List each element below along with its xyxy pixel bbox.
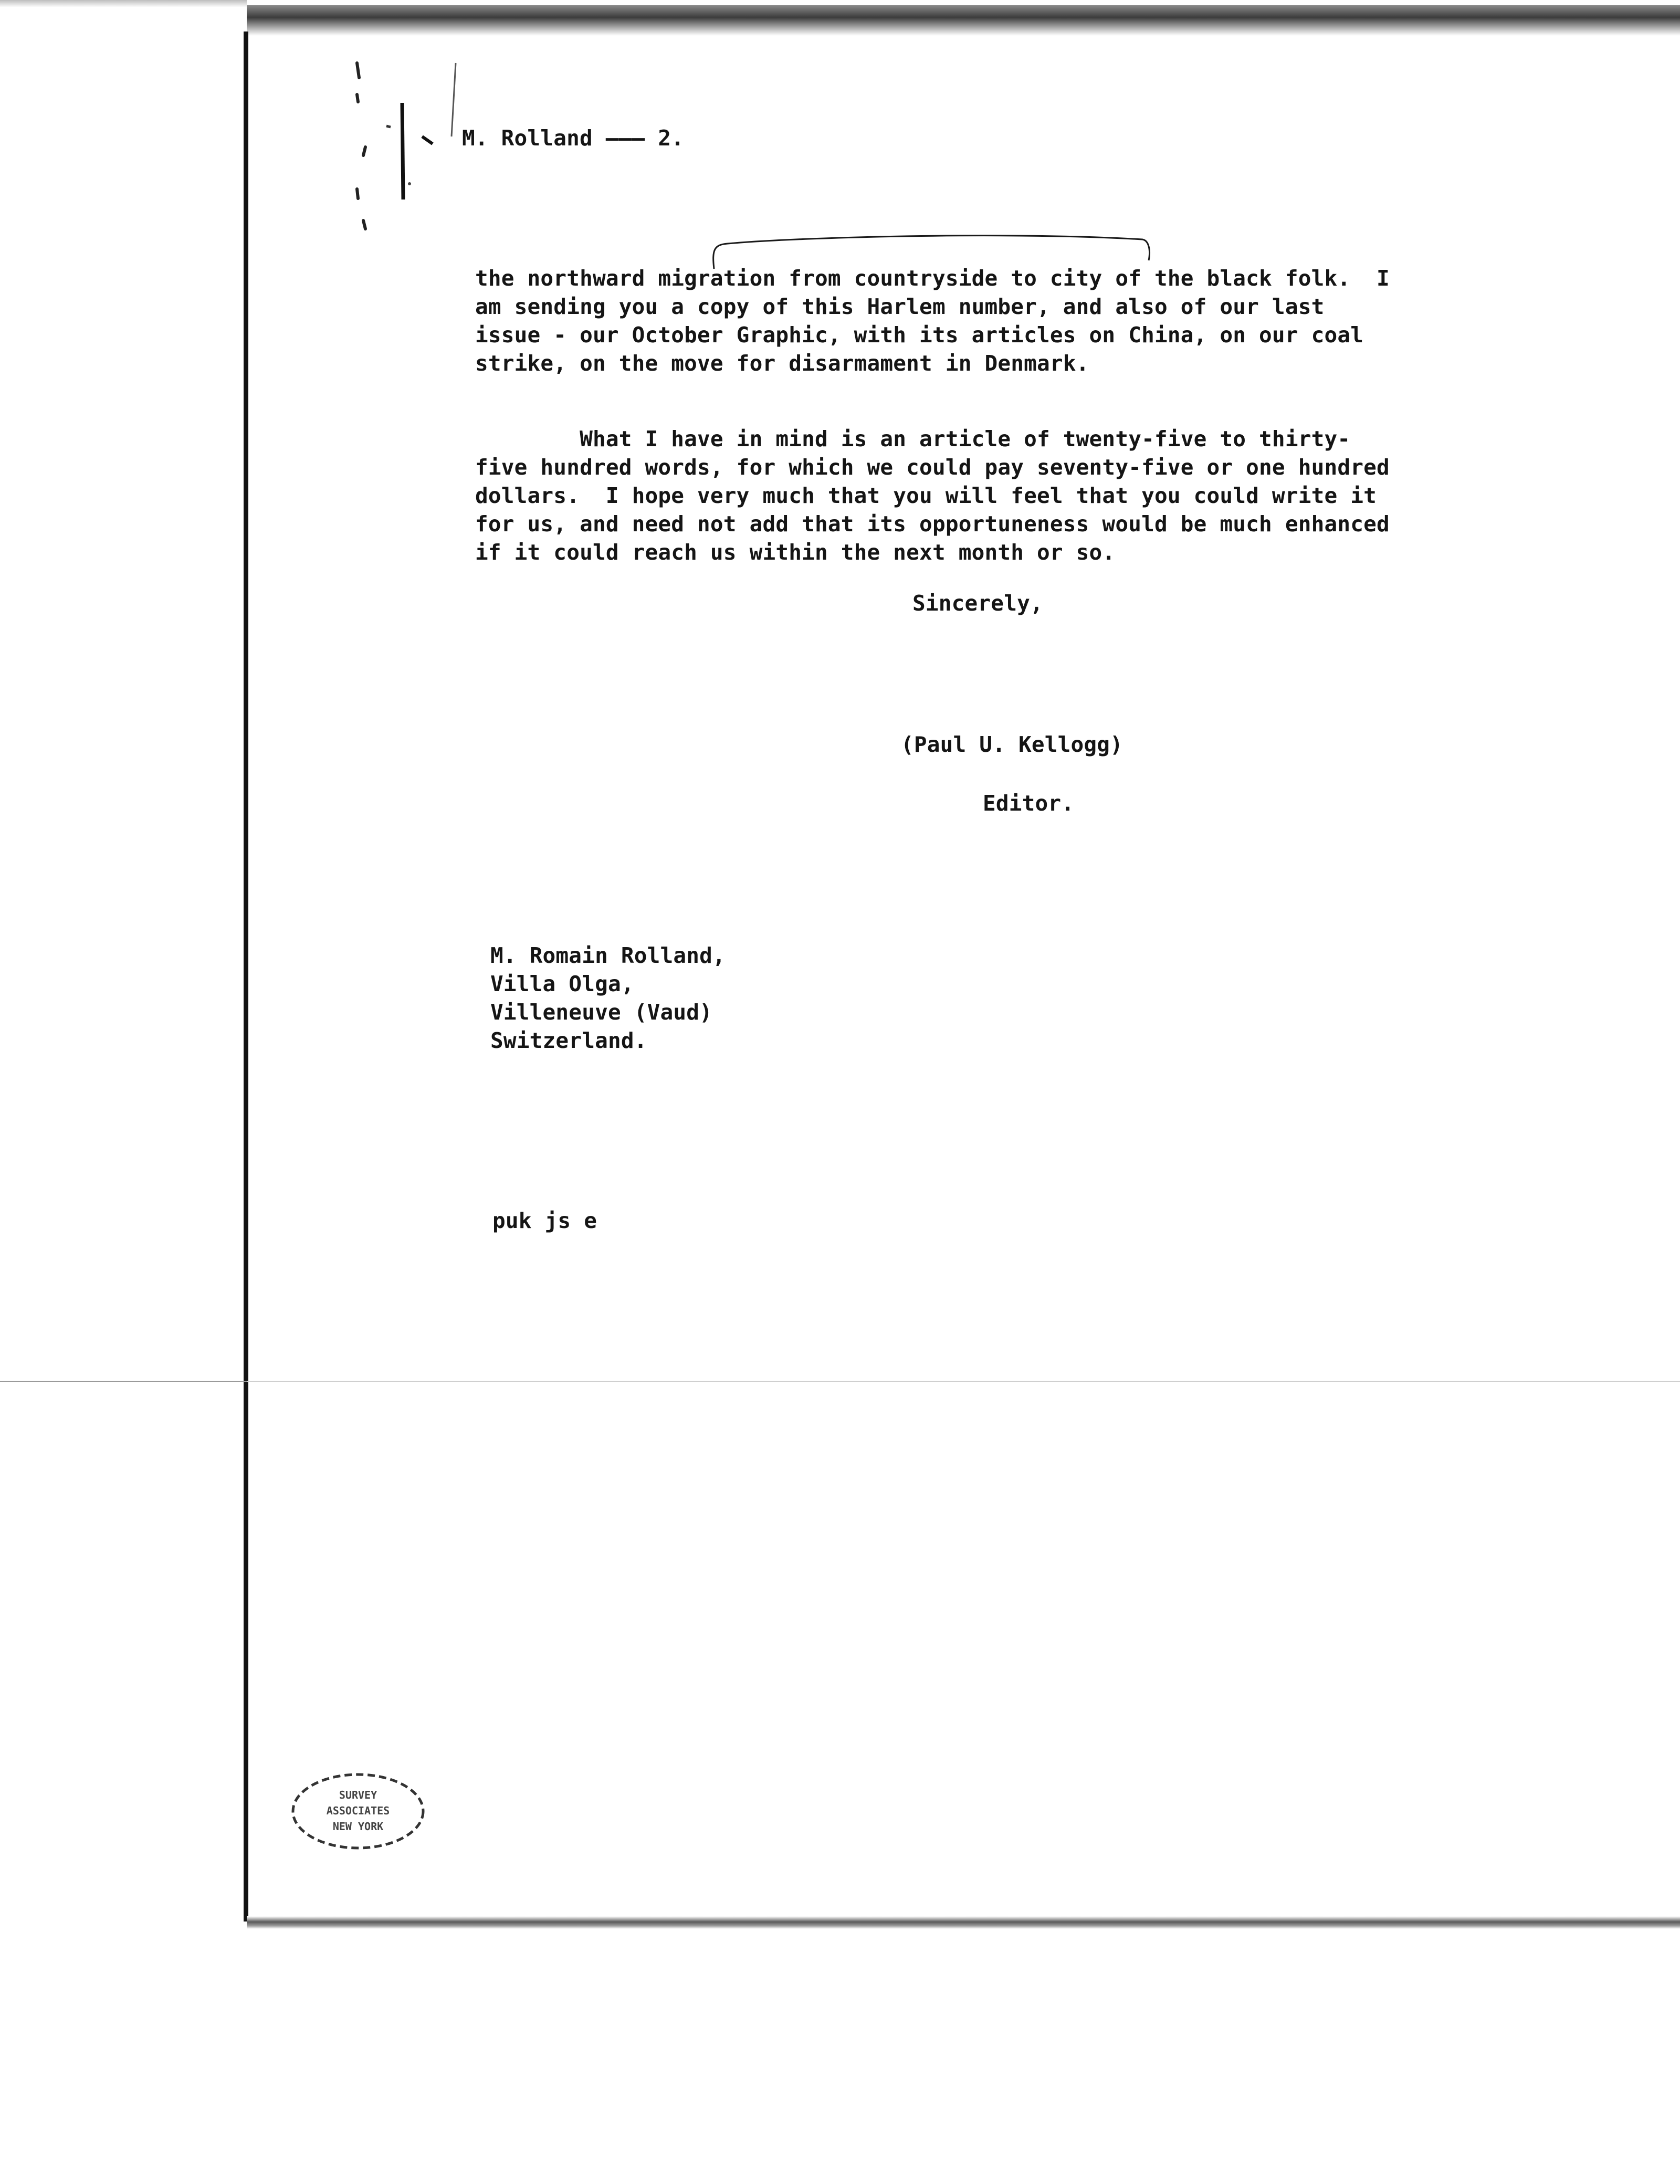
page-header: M. Rolland ——— 2. (462, 125, 685, 151)
address-line-3: Villeneuve (Vaud) (490, 1000, 713, 1025)
scan-edge-bottom (247, 1916, 1680, 1929)
body-paragraph-2: What I have in mind is an article of twenty-five to thirty- five hundred words, for which we could pay seventy-five or one hundred dollars. I hope very much that you will feel that you could write it for us, and need not add that its opportuneness would be much enhanced if it could reach us within the next month or so. (475, 426, 1390, 565)
address-line-2: Villa Olga, (490, 971, 634, 996)
body-paragraph-1: the northward migration from countryside to city of the black folk. I am sending you a copy of this Harlem number, and also of our last issue - our October Graphic, with its articles on China, on our coal strike, on the move for disarmament in Denmark. (475, 266, 1390, 376)
scan-margin (0, 0, 244, 2184)
signer-name: (Paul U. Kellogg) (901, 732, 1124, 757)
stamp-line-2: ASSOCIATES (326, 1804, 390, 1817)
stamp-line-3: NEW YORK (332, 1820, 384, 1833)
typist-initials: puk js e (492, 1208, 597, 1233)
address-line-4: Switzerland. (490, 1028, 647, 1053)
recipient-address (490, 941, 726, 1055)
address-line-1: M. Romain Rolland, (490, 943, 726, 968)
fold-line-left (0, 1381, 247, 1382)
stamp-line-1: SURVEY (339, 1789, 377, 1801)
fold-line-right (247, 1381, 1680, 1382)
closing-salutation: Sincerely, (912, 591, 1043, 616)
scan-edge-left (244, 32, 248, 1922)
archive-stamp (289, 1770, 427, 1852)
scan-edge-top-left (0, 0, 247, 7)
signer-title: Editor. (983, 791, 1075, 816)
